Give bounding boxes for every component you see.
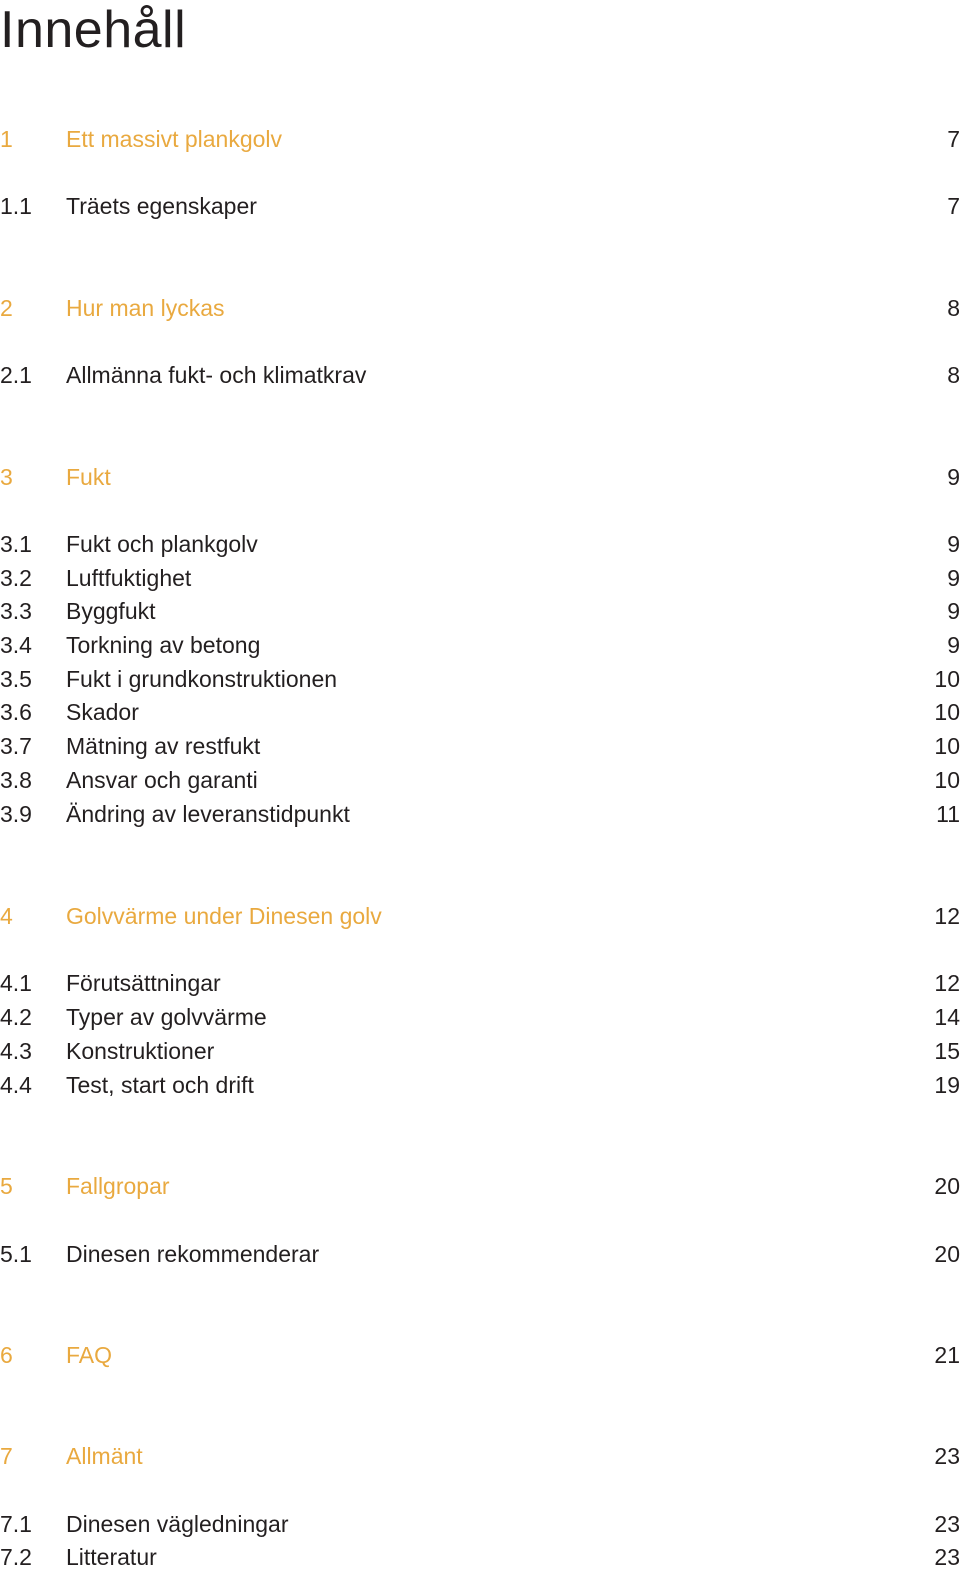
toc-chapter-row[interactable] [0, 1171, 960, 1201]
toc-label: Fallgropar [66, 1173, 170, 1199]
toc-label: Test, start och drift [66, 1072, 254, 1098]
toc-label: Konstruktioner [66, 1038, 215, 1064]
toc-label: Fukt i grundkonstruktionen [66, 666, 338, 692]
toc-number: 7.2 [0, 1544, 32, 1570]
toc-label: Luftfuktighet [66, 565, 192, 591]
toc-page-number: 9 [947, 565, 960, 591]
toc-number: 4.3 [0, 1038, 32, 1064]
toc-section-row[interactable] [0, 731, 960, 761]
toc-label: Skador [66, 699, 139, 725]
toc-number: 7.1 [0, 1511, 32, 1537]
toc-number: 4 [0, 903, 13, 929]
toc-number: 2 [0, 295, 13, 321]
toc-page-number: 21 [934, 1342, 960, 1368]
toc-page-number: 8 [947, 295, 960, 321]
toc-page-number: 7 [947, 193, 960, 219]
toc-number: 4.2 [0, 1004, 32, 1030]
toc-page-number: 12 [934, 970, 960, 996]
toc-label: Ändring av leveranstidpunkt [66, 801, 350, 827]
toc-number: 3.5 [0, 666, 32, 692]
toc-number: 1.1 [0, 193, 32, 219]
toc-chapter-row[interactable] [0, 1441, 960, 1471]
toc-section-row[interactable] [0, 765, 960, 795]
toc-label: Torkning av betong [66, 632, 261, 658]
toc-number: 3.3 [0, 598, 32, 624]
toc-page-number: 20 [934, 1173, 960, 1199]
toc-section-row[interactable] [0, 563, 960, 593]
toc-label: Mätning av restfukt [66, 733, 261, 759]
toc-label: Typer av golvvärme [66, 1004, 267, 1030]
toc-section-row[interactable] [0, 799, 960, 829]
toc-label: Dinesen vägledningar [66, 1511, 289, 1537]
toc-number: 5.1 [0, 1241, 32, 1267]
toc-label: Ansvar och garanti [66, 767, 258, 793]
toc-page-number: 12 [934, 903, 960, 929]
toc-page-number: 23 [934, 1443, 960, 1469]
toc-number: 3.7 [0, 733, 32, 759]
toc-number: 4.1 [0, 970, 32, 996]
toc-page-number: 9 [947, 598, 960, 624]
toc-number: 2.1 [0, 362, 32, 388]
toc-page-number: 14 [934, 1004, 960, 1030]
toc-chapter-row[interactable] [0, 293, 960, 323]
toc-number: 4.4 [0, 1072, 32, 1098]
toc-label: Byggfukt [66, 598, 156, 624]
toc-page-number: 11 [936, 801, 960, 827]
toc-label: Ett massivt plankgolv [66, 126, 283, 152]
toc-number: 6 [0, 1342, 13, 1368]
toc-number: 3.2 [0, 565, 32, 591]
toc-number: 3.9 [0, 801, 32, 827]
toc-section-row[interactable] [0, 596, 960, 626]
toc-page-number: 23 [934, 1544, 960, 1570]
toc-number: 3.8 [0, 767, 32, 793]
toc-label: Golvvärme under Dinesen golv [66, 903, 382, 929]
toc-page-number: 10 [934, 767, 960, 793]
toc-chapter-row[interactable] [0, 901, 960, 931]
toc-label: Hur man lyckas [66, 295, 225, 321]
toc-label: Fukt och plankgolv [66, 531, 258, 557]
toc-page-number: 19 [934, 1072, 960, 1098]
toc-page-number: 9 [947, 632, 960, 658]
toc-section-row[interactable] [0, 191, 960, 221]
toc-label: Förutsättningar [66, 970, 221, 996]
toc-section-row[interactable] [0, 1002, 960, 1032]
toc-label: Allmänna fukt- och klimatkrav [66, 362, 367, 388]
toc-page-number: 10 [934, 666, 960, 692]
toc-number: 1 [0, 126, 13, 152]
toc-number: 3.6 [0, 699, 32, 725]
toc-section-row[interactable] [0, 968, 960, 998]
toc-label: Dinesen rekommenderar [66, 1241, 320, 1267]
toc-number: 5 [0, 1173, 13, 1199]
toc-chapter-row[interactable] [0, 462, 960, 492]
toc-page-number: 23 [934, 1511, 960, 1537]
toc-page-number: 20 [934, 1241, 960, 1267]
toc-label: FAQ [66, 1342, 113, 1368]
toc-page-number: 15 [934, 1038, 960, 1064]
toc-page-number: 9 [947, 531, 960, 557]
toc-section-row[interactable] [0, 630, 960, 660]
toc-label: Litteratur [66, 1544, 157, 1570]
toc-number: 3.4 [0, 632, 32, 658]
toc-number: 7 [0, 1443, 13, 1469]
toc-page-number: 10 [934, 699, 960, 725]
toc-section-row[interactable] [0, 1239, 960, 1269]
toc-section-row[interactable] [0, 1070, 960, 1100]
toc-page-number: 9 [947, 464, 960, 490]
toc-number: 3 [0, 464, 13, 490]
toc-chapter-row[interactable] [0, 1340, 960, 1370]
toc-label: Fukt [66, 464, 111, 490]
toc-section-row[interactable] [0, 1542, 960, 1572]
toc-section-row[interactable] [0, 1036, 960, 1066]
toc-section-row[interactable] [0, 360, 960, 390]
page-title: Innehåll [0, 1, 187, 59]
toc-page-number: 10 [934, 733, 960, 759]
toc-label: Träets egenskaper [66, 193, 257, 219]
toc-chapter-row[interactable] [0, 124, 960, 154]
toc-section-row[interactable] [0, 697, 960, 727]
toc-section-row[interactable] [0, 664, 960, 694]
toc-section-row[interactable] [0, 529, 960, 559]
toc-section-row[interactable] [0, 1509, 960, 1539]
toc-page-number: 8 [947, 362, 960, 388]
toc-label: Allmänt [66, 1443, 143, 1469]
toc-page-number: 7 [947, 126, 960, 152]
toc-number: 3.1 [0, 531, 32, 557]
